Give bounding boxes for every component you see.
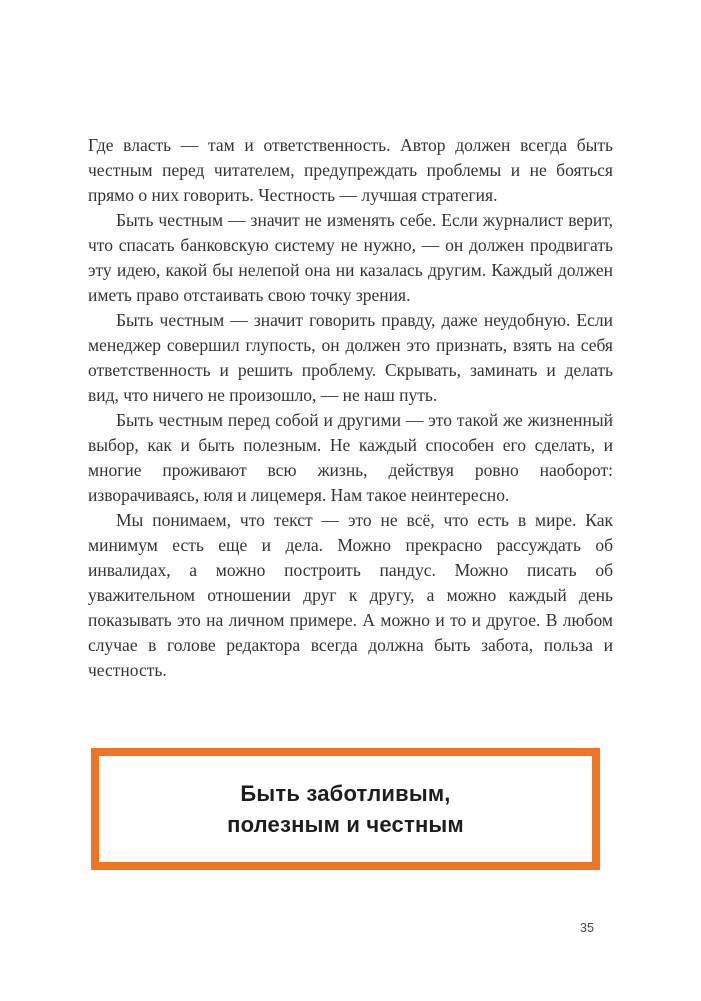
paragraph: Где власть — там и ответственность. Автор должен всегда быть честным перед читателем, предупреждать проблемы и не бояться прямо о них говорить. Честность — лучшая стратегия. <box>88 135 613 205</box>
body-text <box>88 133 613 683</box>
paragraph: Мы понимаем, что текст — это не всё, что есть в мире. Как минимум есть еще и дела. Можно прекрасно рассуждать об инвалидах, а можно построить пандус. Можно писать об уважительном отношении друг к другу, а можно каждый день показывать это на личном примере. А можно и то и другое. В любом случае в голове редактора всегда должна быть забота, польза и честность. <box>88 510 613 680</box>
page-number: 35 <box>580 921 594 935</box>
callout-box <box>91 748 600 870</box>
callout-line: полезным и честным <box>227 812 464 837</box>
paragraph: Быть честным перед собой и другими — это такой же жизненный выбор, как и быть полезным. Не каждый способен его сделать, и многие проживают всю жизнь, действуя ровно наоборот: изворачиваясь, юля и лицемеря. Нам такое неинтересно. <box>88 410 613 505</box>
paragraph: Быть честным — значит говорить правду, даже неудобную. Если менеджер совершил глупость, он должен это признать, взять на себя ответственность и решить проблему. Скрывать, заминать и делать вид, что ничего не произошло, — не наш путь. <box>88 310 613 405</box>
callout-line: Быть заботливым, <box>240 781 451 806</box>
paragraph: Быть честным — значит не изменять себе. Если журналист верит, что спасать банковскую систему не нужно, — он должен продвигать эту идею, какой бы нелепой она ни казалась другим. Каждый должен иметь право отстаивать свою точку зрения. <box>88 210 613 305</box>
